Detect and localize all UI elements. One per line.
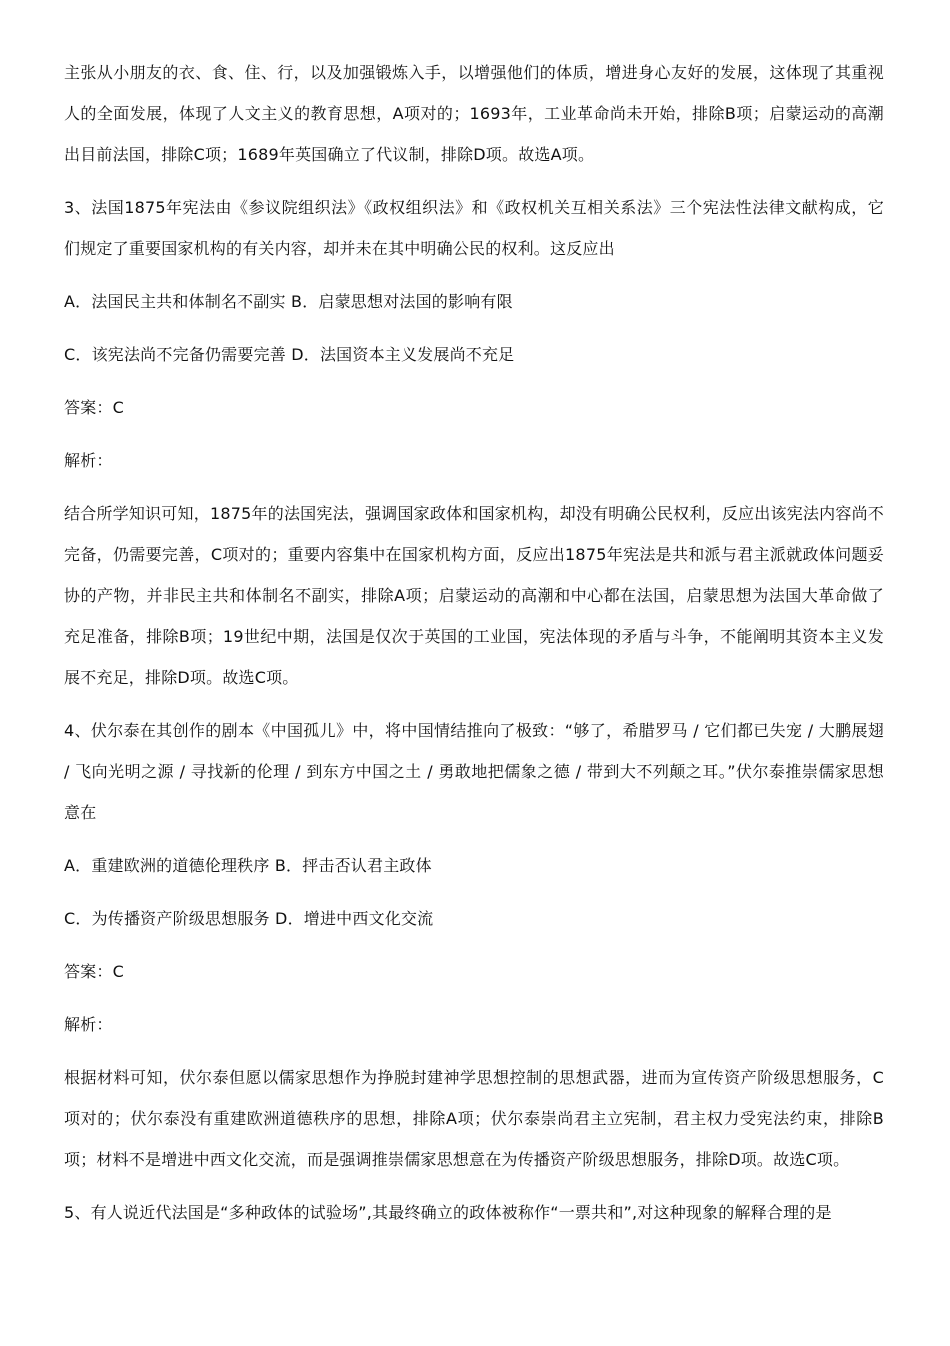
question-4-analysis-label: 解析：: [64, 1015, 113, 1034]
question-4-analysis: 根据材料可知，伏尔泰但愿以儒家思想作为挣脱封建神学思想控制的思想武器，进而为宣传资产阶级思想服务，C项对的；伏尔泰没有重建欧洲道德秩序的思想，排除A项；伏尔泰崇尚君主立宪制，君主权力受宪法约束，排除B项；材料不是增进中西文化交流，而是强调推崇儒家思想意在为传播资产阶级思想服务，排除D项。故选C项。: [64, 1068, 884, 1169]
question-3-stem: 3、法国1875年宪法由《参议院组织法》《政权组织法》和《政权机关互相关系法》三个宪法性法律文献构成，它们规定了重要国家机构的有关内容，却并未在其中明确公民的权利。这反应出: [64, 198, 884, 258]
question-4-stem: 4、伏尔泰在其创作的剧本《中国孤儿》中，将中国情结推向了极致：“够了，希腊罗马 / 它们都已失宠 / 大鹏展翅 / 飞向光明之源 / 寻找新的伦理 / 到东方中国之土 / 勇敢地把儒象之德 / 带到大不列颠之耳。”伏尔泰推崇儒家思想意在: [64, 721, 884, 822]
question-4-answer: 答案：C: [64, 962, 124, 981]
question-3-analysis-label: 解析：: [64, 451, 113, 470]
question-4-options-cd: C．为传播资产阶级思想服务 D．增进中西文化交流: [64, 909, 434, 928]
question-4-options-ab: A．重建欧洲的道德伦理秩序 B．抨击否认君主政体: [64, 856, 432, 875]
question-5-stem: 5、有人说近代法国是“多种政体的试验场”,其最终确立的政体被称作“一票共和”,对这种现象的解释合理的是: [64, 1203, 832, 1222]
intro-paragraph: 主张从小朋友的衣、食、住、行，以及加强锻炼入手，以增强他们的体质，增进身心友好的发展，这体现了其重视人的全面发展，体现了人文主义的教育思想，A项对的；1693年，工业革命尚未开始，排除B项；启蒙运动的高潮出目前法国，排除C项；1689年英国确立了代议制，排除D项。故选A项。: [64, 63, 884, 164]
question-3-options-cd: C．该宪法尚不完备仍需要完善 D．法国资本主义发展尚不充足: [64, 345, 515, 364]
question-3-options-ab: A．法国民主共和体制名不副实 B．启蒙思想对法国的影响有限: [64, 292, 513, 311]
document-page: [64, 52, 884, 1233]
question-3-answer: 答案：C: [64, 398, 124, 417]
question-3-analysis: 结合所学知识可知，1875年的法国宪法，强调国家政体和国家机构，却没有明确公民权利，反应出该宪法内容尚不完备，仍需要完善，C项对的；重要内容集中在国家机构方面，反应出1875年宪法是共和派与君主派就政体问题妥协的产物，并非民主共和体制名不副实，排除A项；启蒙运动的高潮和中心都在法国，启蒙思想为法国大革命做了充足准备，排除B项；19世纪中期，法国是仅次于英国的工业国，宪法体现的矛盾与斗争，不能阐明其资本主义发展不充足，排除D项。故选C项。: [64, 504, 884, 687]
